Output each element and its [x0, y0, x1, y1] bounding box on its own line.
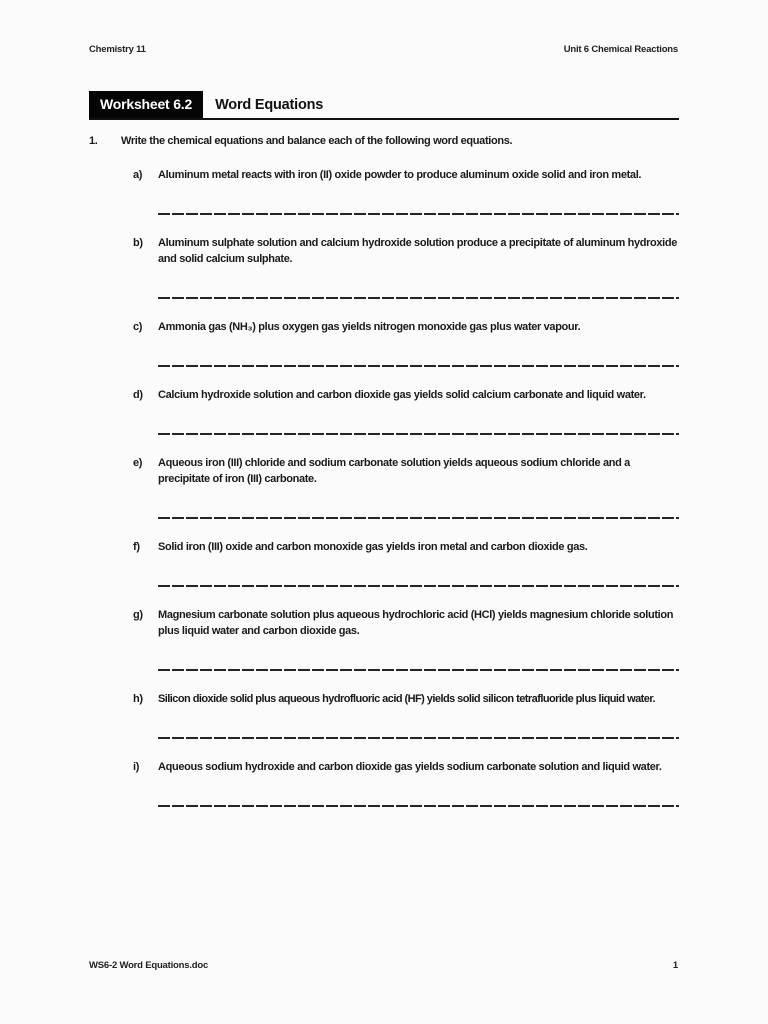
item-label: e) — [133, 457, 143, 469]
item-text: Aqueous sodium hydroxide and carbon dioxide gas yields sodium carbonate solution and liquid water. — [158, 761, 662, 773]
worksheet-title-text: Word Equations — [215, 96, 324, 113]
item-h — [133, 691, 679, 759]
worksheet-number-badge: Worksheet 6.2 — [89, 91, 203, 118]
item-text: Aqueous iron (III) chloride and sodium carbonate solution yields aqueous sodium chloride and a precipitate of iron (III) carbonate. — [158, 457, 630, 485]
item-label: f) — [133, 541, 140, 553]
footer-filename: WS6-2 Word Equations.doc — [89, 960, 209, 971]
item-text: Ammonia gas (NH₃) plus oxygen gas yields nitrogen monoxide gas plus water vapour. — [158, 321, 581, 333]
answer-blank-line — [158, 297, 679, 299]
answer-blank-line — [158, 585, 679, 587]
answer-blank-line — [158, 365, 679, 367]
item-text: Solid iron (III) oxide and carbon monoxide gas yields iron metal and carbon dioxide gas. — [158, 541, 588, 553]
answer-blank-line — [158, 517, 679, 519]
footer-page-number: 1 — [672, 960, 678, 971]
item-text: Magnesium carbonate solution plus aqueous hydrochloric acid (HCl) yields magnesium chloride solution plus liquid water and carbon dioxide gas. — [158, 609, 674, 637]
header-unit: Unit 6 Chemical Reactions — [563, 44, 678, 55]
item-text: Aluminum metal reacts with iron (II) oxide powder to produce aluminum oxide solid and iron metal. — [158, 169, 642, 181]
item-label: d) — [133, 389, 143, 401]
item-label: a) — [133, 169, 143, 181]
header-course: Chemistry 11 — [89, 44, 146, 55]
page-footer — [89, 960, 678, 971]
item-text: Aluminum sulphate solution and calcium hydroxide solution produce a precipitate of aluminum hydroxide and solid calcium sulphate. — [158, 237, 677, 265]
title-divider — [89, 118, 679, 120]
question-1 — [89, 133, 679, 149]
item-label: h) — [133, 693, 143, 705]
answer-blank-line — [158, 737, 679, 739]
item-b — [133, 235, 679, 319]
answer-blank-line — [158, 669, 679, 671]
item-e — [133, 455, 679, 539]
worksheet-title — [89, 91, 323, 118]
item-i — [133, 759, 679, 827]
item-label: g) — [133, 609, 143, 621]
item-d — [133, 387, 679, 455]
answer-blank-line — [158, 805, 679, 807]
question-items — [133, 167, 679, 827]
item-label: i) — [133, 761, 140, 773]
question-number: 1. — [89, 135, 98, 147]
item-g — [133, 607, 679, 691]
item-f — [133, 539, 679, 607]
answer-blank-line — [158, 213, 679, 215]
item-text: Calcium hydroxide solution and carbon dioxide gas yields solid calcium carbonate and liquid water. — [158, 389, 646, 401]
page-header — [89, 44, 678, 55]
question-text: Write the chemical equations and balance each of the following word equations. — [121, 135, 513, 147]
item-a — [133, 167, 679, 235]
item-label: b) — [133, 237, 143, 249]
answer-blank-line — [158, 433, 679, 435]
item-label: c) — [133, 321, 143, 333]
item-c — [133, 319, 679, 387]
item-text: Silicon dioxide solid plus aqueous hydrofluoric acid (HF) yields solid silicon tetrafluoride plus liquid water. — [158, 693, 655, 705]
